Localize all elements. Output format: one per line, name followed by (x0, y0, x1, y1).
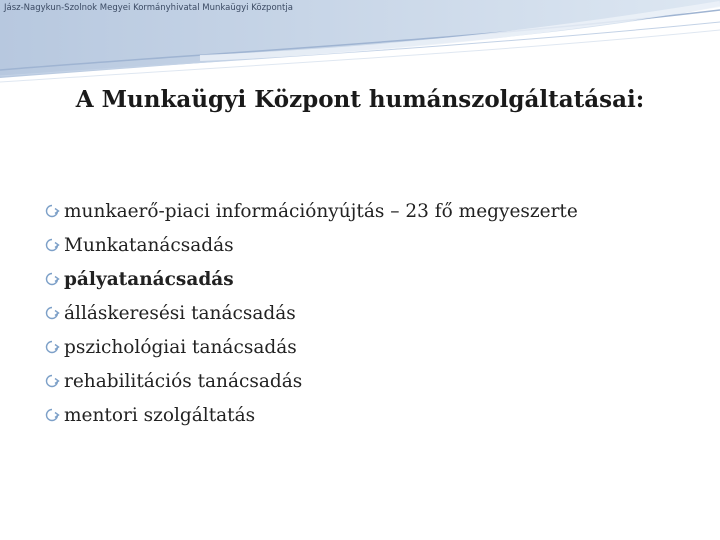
open-circle-arrow-icon (44, 373, 60, 389)
list-item-text: munkaerő-piaci információnyújtás – 23 fő megyeszerte (64, 200, 578, 222)
list-item-text: pályatanácsadás (64, 268, 234, 290)
list-item (44, 364, 578, 398)
list-item-text: pszichológiai tanácsadás (64, 336, 297, 358)
list-item (44, 330, 578, 364)
list-item (44, 262, 578, 296)
list-item (44, 228, 578, 262)
open-circle-arrow-icon (44, 203, 60, 219)
list-item (44, 194, 578, 228)
open-circle-arrow-icon (44, 407, 60, 423)
open-circle-arrow-icon (44, 305, 60, 321)
list-item (44, 296, 578, 330)
list-item-text: álláskeresési tanácsadás (64, 302, 296, 324)
header-banner (0, 0, 720, 90)
slide-title: A Munkaügyi Központ humánszolgáltatásai: (75, 86, 645, 113)
list-item-text: mentori szolgáltatás (64, 404, 256, 426)
list-item-text: Munkatanácsadás (64, 234, 234, 256)
open-circle-arrow-icon (44, 339, 60, 355)
open-circle-arrow-icon (44, 237, 60, 253)
list-item-text: rehabilitációs tanácsadás (64, 370, 303, 392)
open-circle-arrow-icon (44, 271, 60, 287)
organization-name: Jász-Nagykun-Szolnok Megyei Kormányhivatal Munkaügyi Központja (4, 3, 293, 13)
list-item (44, 398, 578, 432)
service-list (44, 194, 578, 432)
